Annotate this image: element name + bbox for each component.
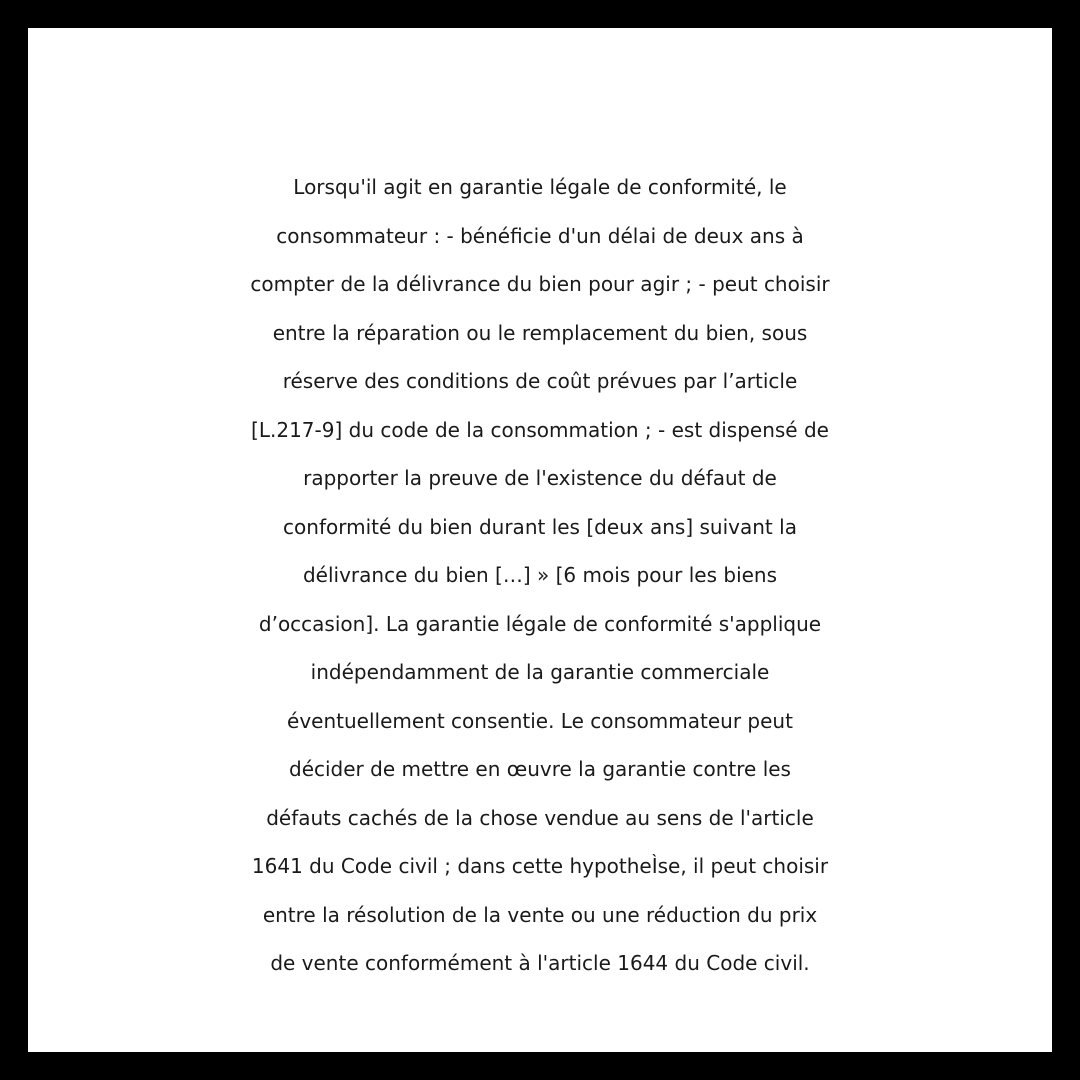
text-line: éventuellement consentie. Le consommateur peut bbox=[287, 708, 793, 733]
text-line: compter de la délivrance du bien pour agir ; - peut choisir bbox=[250, 272, 830, 296]
legal-text bbox=[28, 163, 1052, 988]
text-line: consommateur : - bénéficie d'un délai de deux ans à bbox=[276, 223, 804, 248]
text-line: conformité du bien durant les [deux ans] suivant la bbox=[283, 514, 797, 539]
text-line: Lorsqu'il agit en garantie légale de conformité, le bbox=[293, 175, 787, 199]
text-line: [L.217-9] du code de la consommation ; - est dispensé de bbox=[251, 417, 829, 442]
text-line: rapporter la preuve de l'existence du défaut de bbox=[303, 466, 777, 490]
text-line: indépendamment de la garantie commerciale bbox=[310, 660, 770, 684]
text-line: d’occasion]. La garantie légale de conformité s'applique bbox=[258, 611, 822, 636]
text-line: entre la résolution de la vente ou une réduction du prix bbox=[262, 902, 818, 927]
text-line: décider de mettre en œuvre la garantie contre les bbox=[289, 757, 791, 781]
text-line: défauts cachés de la chose vendue au sens de l'article bbox=[266, 805, 814, 830]
text-line: de vente conformément à l'article 1644 du Code civil. bbox=[270, 951, 810, 975]
text-line: entre la réparation ou le remplacement du bien, sous bbox=[272, 320, 808, 345]
content-card bbox=[28, 28, 1052, 1052]
text-line: réserve des conditions de coût prévues par l’article bbox=[282, 369, 798, 393]
text-line: 1641 du Code civil ; dans cette hypotheÌse, il peut choisir bbox=[251, 854, 829, 878]
text-line: délivrance du bien […] » [6 mois pour les biens bbox=[302, 563, 778, 587]
